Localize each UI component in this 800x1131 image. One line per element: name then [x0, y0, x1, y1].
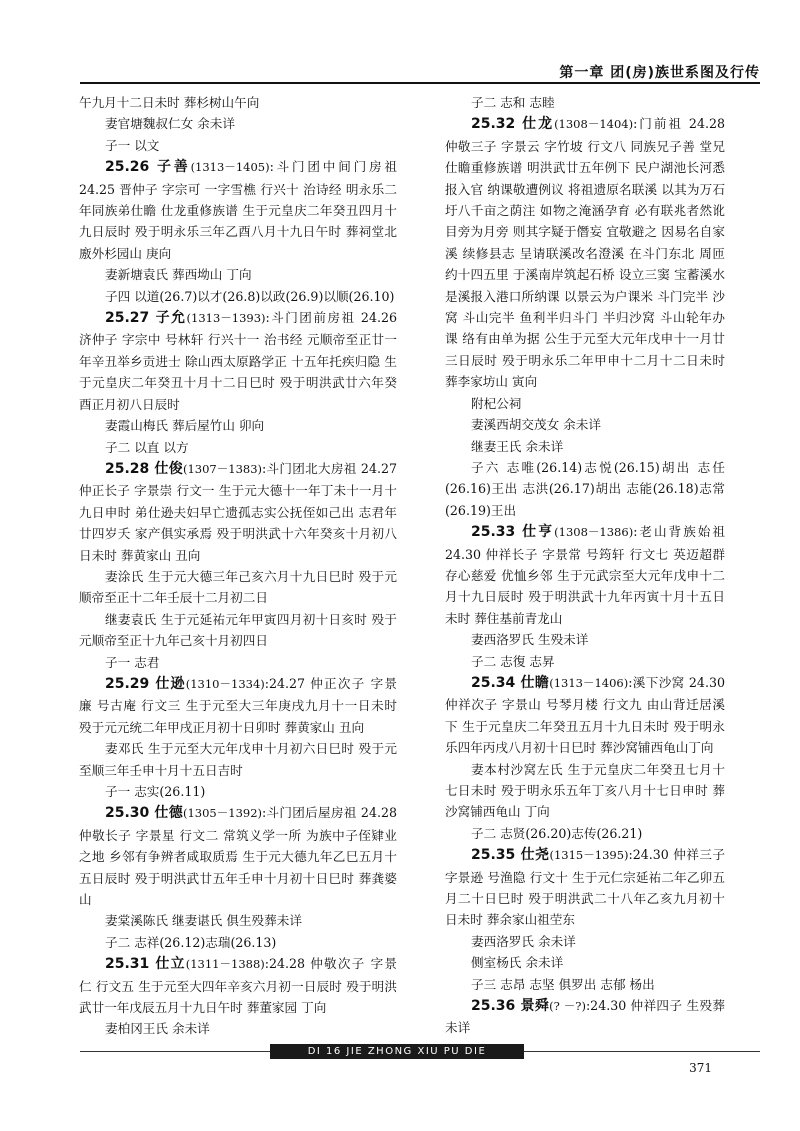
family-line: 子二 志和 志睦 — [471, 95, 555, 110]
footer-banner: DI 16 JIE ZHONG XIU PU DIE — [270, 1044, 524, 1059]
entry-heading: 25.35 仕尧 — [471, 847, 550, 864]
continuation-line: 午九月十二日未时 葬杉树山午向 — [79, 95, 260, 110]
entry-lifespan: (1313－1406) — [549, 675, 629, 690]
family-line: 侧室杨氏 余未详 — [471, 955, 564, 971]
genealogy-entry — [79, 307, 397, 415]
family-line: 子二 志贤(26.20)志传(26.21) — [471, 825, 643, 841]
family-line: 妻邓氏 生于元至大元年戊申十月初六日巳时 殁于元至顺三年壬申十月十五日吉时 — [79, 741, 397, 778]
right-column — [445, 92, 725, 1038]
family-line: 妻涂氏 生于元大德三年己亥六月十九日巳时 殁于元顺帝至正十二年壬辰十二月初二日 — [79, 568, 397, 606]
genealogy-entry — [445, 672, 725, 759]
genealogy-entry — [79, 458, 397, 566]
family-line: 子二 以直 以方 — [105, 439, 189, 455]
family-line: 子二 志祥(26.12)志瑞(26.13) — [105, 934, 277, 950]
family-line: 妻霞山梅氏 葬后屋竹山 卯向 — [105, 418, 265, 434]
entry-body: :斗门团北大房祖 24.27 仲正长子 字景崇 行文一 生于元大德十一年丁未十一月十九日申时 弟仕逊夫妇早亡遗孤志实公抚侄如己出 志君年廿四岁夭 家产俱实承焉 殁于明洪武十六年癸亥十月初八日未时 葬黄家山 丑向 — [79, 460, 397, 563]
entry-body: :斗门团前房祖 24.26 济仲子 字宗中 号林轩 行兴十一 治书经 元顺帝至正廿一年辛丑举乡贡进士 除山西太原路学正 十五年托疾归隐 生于元皇庆二年癸丑十月十二日巳时 殁于明洪武廿六年癸酉正月初八日辰时 — [79, 310, 397, 412]
genealogy-entry — [79, 673, 397, 738]
entry-lifespan: (1307－1383) — [183, 461, 263, 476]
entry-body: :溪下沙窝 24.30 仲祥次子 字景山 号琴月楼 行文九 由山背迁居溪下 生于元皇庆二年癸丑五月十九日未时 殁于明永乐四年丙戌八月初十日巳时 葬沙窝铺西龟山丁向 — [445, 674, 725, 756]
entry-lifespan: (1311－1388) — [185, 957, 265, 972]
family-line: 妻棠溪陈氏 继妻谌氏 俱生殁葬未详 — [105, 913, 302, 929]
entry-heading: 25.28 仕俊 — [105, 460, 183, 477]
text-columns — [79, 92, 725, 1038]
genealogy-entry — [79, 953, 397, 1018]
family-line: 妻本村沙窝左氏 生于元皇庆二年癸丑七月十七日未时 殁于明永乐五年丁亥八月十七日申时 葬沙窝铺西龟山 丁向 — [445, 761, 725, 820]
chapter-title: 第一章 团(房)族世系图及行传 — [559, 65, 760, 81]
entry-lifespan: (1315－1395) — [549, 848, 629, 863]
family-line: 妻西洛罗氏 生殁未详 — [471, 632, 589, 648]
genealogy-entry — [79, 802, 397, 910]
family-line: 子三 志昂 志坚 俱罗出 志郁 杨出 — [471, 976, 655, 992]
entry-body: :斗门团后屋房祖 24.28 仲敬长子 字景星 行文二 常筑义学一所 为族中子侄肄业之地 乡邻有争辨者咸取质焉 生于元大德九年乙巳五月十五日辰时 殁于明洪武廿五年壬申十月初十日巳时 葬龚婆山 — [79, 805, 397, 908]
entry-lifespan: (1305－1392) — [183, 806, 263, 821]
entry-body: :斗门团中间门房祖 24.25 晋仲子 字宗可 一字雪樵 行兴十 治诗经 明永乐二年同族弟仕瞻 仕龙重修族谱 生于元皇庆二年癸丑四月十九日辰时 殁于明永乐三年乙酉八月十九日午时 葬祠堂北廒外杉园山 庚向 — [79, 159, 397, 261]
entry-heading: 25.29 仕逊 — [105, 675, 186, 692]
family-line: 子六 志唯(26.14)志悦(26.15)胡出 志任(26.16)王出 志洪(26.17)胡出 志能(26.18)志常(26.19)王出 — [445, 459, 725, 518]
left-column — [79, 92, 397, 1038]
family-line: 子一 志实(26.11) — [105, 784, 206, 799]
entry-heading: 25.30 仕德 — [105, 805, 183, 822]
genealogy-entry — [445, 521, 725, 629]
entry-body: :24.30 仲祥四子 生殁葬未详 — [445, 998, 725, 1036]
family-line: 子二 志復 志昇 — [471, 653, 555, 669]
entry-lifespan: (1313－1405) — [190, 160, 270, 175]
entry-heading: 25.33 仕亨 — [471, 524, 555, 541]
entry-heading: 25.34 仕瞻 — [471, 674, 550, 691]
entry-body: :24.28 仲敬次子 字景仁 行文五 生于元至大四年辛亥六月初一日辰时 殁于明洪武廿一年戊辰五月十九日午时 葬董家园 丁向 — [79, 956, 397, 1016]
entry-heading: 25.27 子允 — [105, 310, 187, 327]
entry-heading: 25.36 景舜 — [471, 998, 550, 1015]
entry-body: :老山背族始祖 24.30 仲祥长子 字景常 号筠轩 行文七 英迈超群 存心慈爱 优恤乡邻 生于元武宗至大元年戊申十二月十九日辰时 殁于明洪武十九年丙寅十月十五日未时 葬住基前青龙山 — [445, 524, 725, 626]
family-line: 继妻袁氏 生于元延祐元年甲寅四月初十日亥时 殁于元顺帝至正十九年己亥十月初四日 — [79, 611, 397, 649]
entry-body: :24.30 仲祥三子 字景逊 号渔隐 行文十 生于元仁宗延祐二年乙卯五月二十日巳时 殁于明洪武二十八年乙亥九月初十日未时 葬余家山祖茔东 — [445, 847, 725, 928]
genealogy-entry — [445, 844, 725, 931]
family-line: 妻新塘袁氏 葬西坳山 丁向 — [105, 267, 252, 283]
header-rule — [80, 82, 760, 84]
family-line: 妻溪西胡交茂女 余未详 — [471, 417, 601, 433]
entry-lifespan: (1308－1404) — [554, 117, 634, 132]
genealogy-entry — [445, 995, 725, 1038]
entry-heading: 25.31 仕立 — [105, 956, 186, 973]
entry-lifespan: (1313－1393) — [186, 311, 266, 326]
family-line: 继妻王氏 余未详 — [471, 438, 564, 454]
entry-lifespan: (? －?) — [549, 999, 586, 1014]
family-line: 子四 以道(26.7)以才(26.8)以政(26.9)以顺(26.10) — [105, 288, 395, 304]
entry-heading: 25.32 仕龙 — [471, 116, 555, 133]
family-line: 子一 以文 — [105, 137, 160, 153]
entry-body: :24.27 仲正次子 字景廉 号古庵 行文三 生于元至大三年庚戌九月十一日未时 殁于元元统二年甲戌正月初十日卯时 葬黄家山 丑向 — [79, 675, 397, 735]
genealogy-entry — [79, 156, 397, 264]
family-line: 妻西洛罗氏 余未详 — [471, 933, 576, 949]
page-header — [80, 62, 760, 84]
entry-body: :门前祖 24.28 仲敬三子 字景云 字竹坡 行文八 同族兄子善 堂兄仕瞻重修族谱 明洪武廿五年例下 民户湖池长河悉报入官 纳课敬遭例议 将祖遗原名联溪 以其为万石圩八千亩之荫注 如物之淹涵孕育 必有联兆者然讹目旁为月旁 则其字疑于僭妄 宜敬避之 因易名自家溪 续修县志 呈请联溪改名澄溪 在斗门东北 周匝约十四五里 于溪南岸筑起石桥 设立三窦 宝蓄溪水 是溪报入港口所纳课 以景云为户课米 斗门完半 沙窝 斗山完半 鱼利半归斗门 半归沙窝 斗山轮年办课 络有由单为据 公生于元至大元年戊申十一月廿三日辰时 殁于明永乐二年甲申十二月十二日未时 葬李家坊山 寅向 — [445, 116, 725, 390]
entry-lifespan: (1308－1386) — [554, 525, 634, 540]
family-line: 妻柏冈王氏 余未详 — [105, 1021, 210, 1037]
page-number: 371 — [689, 1061, 712, 1075]
entry-heading: 25.26 子善 — [105, 159, 191, 176]
genealogy-entry — [445, 113, 725, 392]
entry-lifespan: (1310－1334) — [185, 676, 265, 691]
family-line: 附杞公祠 — [471, 395, 522, 411]
family-line: 子一 志君 — [105, 654, 160, 670]
family-line: 妻官塘魏叔仁女 余未详 — [105, 116, 235, 132]
